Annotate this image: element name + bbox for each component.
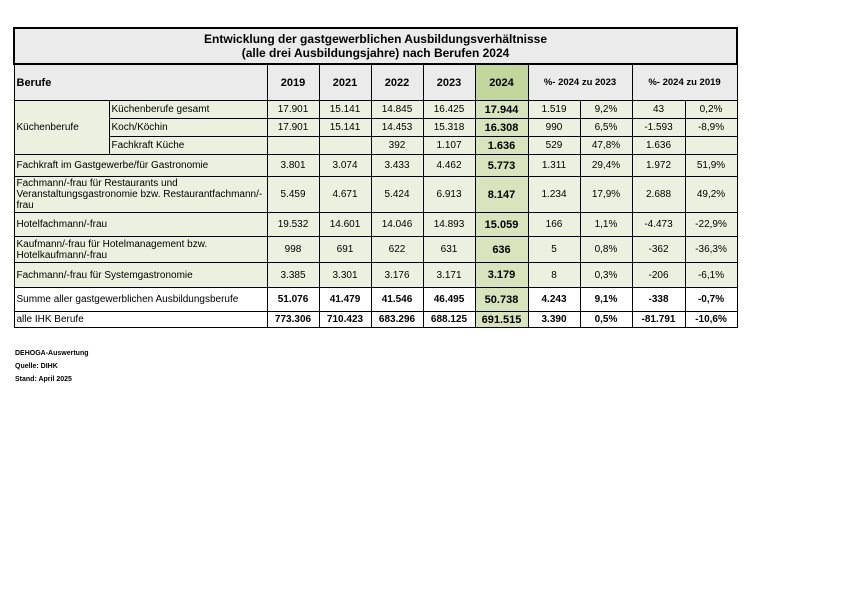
cell-diff-2023: 166 [528,213,580,237]
cell-diff-2023: 529 [528,137,580,155]
cell-2022: 622 [371,237,423,263]
header-pct-2023: %- 2024 zu 2023 [528,64,632,101]
cell-pct-2019: 51,9% [685,155,737,177]
cell-2021: 15.141 [319,101,371,119]
row-label: Kaufmann/-frau für Hotelmanagement bzw. Hotelkaufmann/-frau [14,237,267,263]
header-2021: 2021 [319,64,371,101]
cell-2021: 710.423 [319,312,371,328]
cell-diff-2019: 1.972 [632,155,685,177]
cell-2022: 392 [371,137,423,155]
cell-2019: 17.901 [267,101,319,119]
cell-2021: 41.479 [319,288,371,312]
cell-diff-2023: 3.390 [528,312,580,328]
cell-pct-2019: -8,9% [685,119,737,137]
cell-2023: 46.495 [423,288,475,312]
cell-pct-2019: 0,2% [685,101,737,119]
cell-pct-2023: 0,5% [580,312,632,328]
report-title [14,28,737,64]
report-table [13,27,738,328]
cell-2019: 17.901 [267,119,319,137]
row-label: Fachkraft Küche [109,137,267,155]
header-2019: 2019 [267,64,319,101]
table-row [14,137,737,155]
cell-diff-2023: 1.234 [528,177,580,213]
table-row [14,101,737,119]
cell-pct-2023: 9,1% [580,288,632,312]
footer-date: Stand: April 2025 [15,376,72,383]
cell-diff-2019: 2.688 [632,177,685,213]
table-row [14,213,737,237]
cell-2024: 1.636 [475,137,528,155]
cell-2023: 14.893 [423,213,475,237]
cell-2024: 8.147 [475,177,528,213]
row-label: Summe aller gastgewerblichen Ausbildungsberufe [14,288,267,312]
cell-pct-2023: 9,2% [580,101,632,119]
cell-diff-2019: -362 [632,237,685,263]
cell-diff-2019: 43 [632,101,685,119]
cell-2021: 14.601 [319,213,371,237]
cell-2022: 41.546 [371,288,423,312]
cell-pct-2019: -10,6% [685,312,737,328]
cell-diff-2023: 4.243 [528,288,580,312]
cell-2019 [267,137,319,155]
row-label: Fachkraft im Gastgewerbe/für Gastronomie [14,155,267,177]
cell-diff-2023: 5 [528,237,580,263]
header-2024: 2024 [475,64,528,101]
header-pct-2019: %- 2024 zu 2019 [632,64,737,101]
cell-2022: 3.433 [371,155,423,177]
row-label: Koch/Köchin [109,119,267,137]
cell-diff-2019: -1.593 [632,119,685,137]
cell-diff-2019: 1.636 [632,137,685,155]
cell-2024: 15.059 [475,213,528,237]
cell-2023: 16.425 [423,101,475,119]
cell-pct-2019: -0,7% [685,288,737,312]
cell-2023: 631 [423,237,475,263]
cell-2019: 3.801 [267,155,319,177]
cell-2019: 51.076 [267,288,319,312]
table-row [14,263,737,288]
row-label: Hotelfachmann/-frau [14,213,267,237]
cell-pct-2019: -6,1% [685,263,737,288]
sum-row [14,288,737,312]
cell-2021: 691 [319,237,371,263]
cell-2024: 5.773 [475,155,528,177]
cell-pct-2023: 17,9% [580,177,632,213]
row-label: Fachmann/-frau für Restaurants und Veranstaltungsgastronomie bzw. Restaurantfachmann/-frau [14,177,267,213]
cell-2023: 688.125 [423,312,475,328]
cell-pct-2019 [685,137,737,155]
cell-pct-2023: 47,8% [580,137,632,155]
table-row [14,237,737,263]
cell-2023: 3.171 [423,263,475,288]
cell-2023: 6.913 [423,177,475,213]
cell-diff-2023: 1.311 [528,155,580,177]
cell-pct-2023: 6,5% [580,119,632,137]
cell-2023: 1.107 [423,137,475,155]
header-2023: 2023 [423,64,475,101]
cell-2019: 3.385 [267,263,319,288]
cell-2022: 683.296 [371,312,423,328]
cell-2024: 50.738 [475,288,528,312]
cell-pct-2023: 0,3% [580,263,632,288]
row-label: Fachmann/-frau für Systemgastronomie [14,263,267,288]
cell-2022: 14.845 [371,101,423,119]
cell-diff-2023: 990 [528,119,580,137]
footer-source-line-1: DEHOGA-Auswertung [15,350,89,357]
cell-pct-2023: 0,8% [580,237,632,263]
cell-2024: 636 [475,237,528,263]
row-label: alle IHK Berufe [14,312,267,328]
row-label: Küchenberufe gesamt [109,101,267,119]
cell-2021: 4.671 [319,177,371,213]
cell-2021: 15.141 [319,119,371,137]
cell-diff-2019: -206 [632,263,685,288]
cell-2022: 14.046 [371,213,423,237]
cell-2022: 14.453 [371,119,423,137]
group-label-kuechenberufe: Küchenberufe [14,101,109,155]
ihk-row [14,312,737,328]
cell-pct-2019: 49,2% [685,177,737,213]
cell-2019: 5.459 [267,177,319,213]
cell-pct-2023: 1,1% [580,213,632,237]
cell-2024: 3.179 [475,263,528,288]
cell-diff-2023: 1.519 [528,101,580,119]
cell-pct-2023: 29,4% [580,155,632,177]
table-row [14,119,737,137]
cell-2024: 16.308 [475,119,528,137]
cell-diff-2019: -338 [632,288,685,312]
cell-pct-2019: -36,3% [685,237,737,263]
cell-2021: 3.074 [319,155,371,177]
cell-2021 [319,137,371,155]
cell-2023: 4.462 [423,155,475,177]
cell-2022: 5.424 [371,177,423,213]
cell-2021: 3.301 [319,263,371,288]
header-2022: 2022 [371,64,423,101]
cell-pct-2019: -22,9% [685,213,737,237]
cell-2023: 15.318 [423,119,475,137]
cell-2022: 3.176 [371,263,423,288]
table-row [14,155,737,177]
footer-source-line-2: Quelle: DIHK [15,363,58,370]
cell-diff-2023: 8 [528,263,580,288]
cell-2019: 19.532 [267,213,319,237]
cell-2019: 773.306 [267,312,319,328]
header-berufe: Berufe [14,64,267,101]
table-row [14,177,737,213]
cell-2024: 691.515 [475,312,528,328]
cell-diff-2019: -4.473 [632,213,685,237]
cell-diff-2019: -81.791 [632,312,685,328]
title-line-1: Entwicklung der gastgewerblichen Ausbildungsverhältnisse [204,32,548,46]
cell-2024: 17.944 [475,101,528,119]
cell-2019: 998 [267,237,319,263]
title-line-2: (alle drei Ausbildungsjahre) nach Berufen 2024 [241,46,510,60]
header-row [14,64,737,101]
